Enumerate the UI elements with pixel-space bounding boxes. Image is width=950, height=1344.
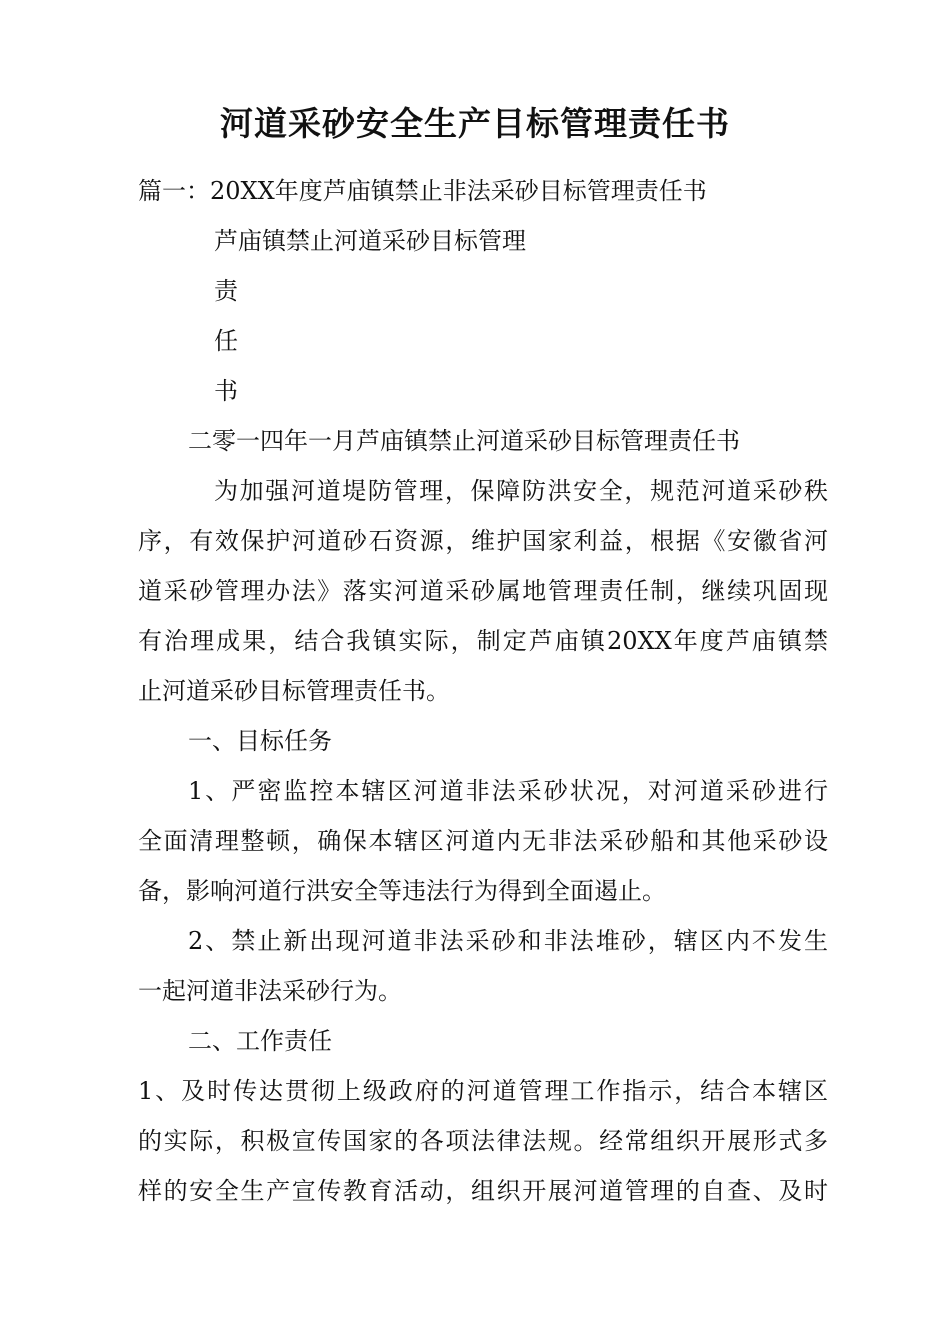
- duty-1-line: 1、及时传达贯彻上级政府的河道管理工作指示，结合本辖区: [138, 1077, 828, 1105]
- duty-1-line: 样的安全生产宣传教育活动，组织开展河道管理的自查、及时: [138, 1177, 828, 1205]
- heading-duties: 二、工作责任: [188, 1027, 332, 1055]
- section-header: 篇一：20XX年度芦庙镇禁止非法采砂目标管理责任书: [138, 177, 707, 205]
- cover-char-ren: 任: [214, 327, 238, 355]
- cover-title-line: 芦庙镇禁止河道采砂目标管理: [214, 227, 526, 255]
- cover-char-shu: 书: [214, 377, 238, 405]
- intro-line: 道采砂管理办法》落实河道采砂属地管理责任制，继续巩固现: [138, 577, 828, 605]
- heading-targets: 一、目标任务: [188, 727, 332, 755]
- intro-line: 有治理成果，结合我镇实际，制定芦庙镇20XX年度芦庙镇禁: [138, 627, 828, 655]
- date-title: 二零一四年一月芦庙镇禁止河道采砂目标管理责任书: [188, 427, 740, 455]
- task-1-line: 1、严密监控本辖区河道非法采砂状况，对河道采砂进行: [188, 777, 828, 805]
- intro-line: 为加强河道堤防管理，保障防洪安全，规范河道采砂秩: [214, 477, 828, 505]
- task-1-line: 备，影响河道行洪安全等违法行为得到全面遏止。: [138, 877, 666, 905]
- intro-line: 序，有效保护河道砂石资源，维护国家利益，根据《安徽省河: [138, 527, 828, 555]
- task-1-line: 全面清理整顿，确保本辖区河道内无非法采砂船和其他采砂设: [138, 827, 828, 855]
- duty-1-line: 的实际，积极宣传国家的各项法律法规。经常组织开展形式多: [138, 1127, 828, 1155]
- document-title: 河道采砂安全生产目标管理责任书: [220, 104, 730, 143]
- task-2-line: 2、禁止新出现河道非法采砂和非法堆砂，辖区内不发生: [188, 927, 828, 955]
- cover-char-ze: 责: [214, 277, 238, 305]
- task-2-line: 一起河道非法采砂行为。: [138, 977, 402, 1005]
- intro-line: 止河道采砂目标管理责任书。: [138, 677, 450, 705]
